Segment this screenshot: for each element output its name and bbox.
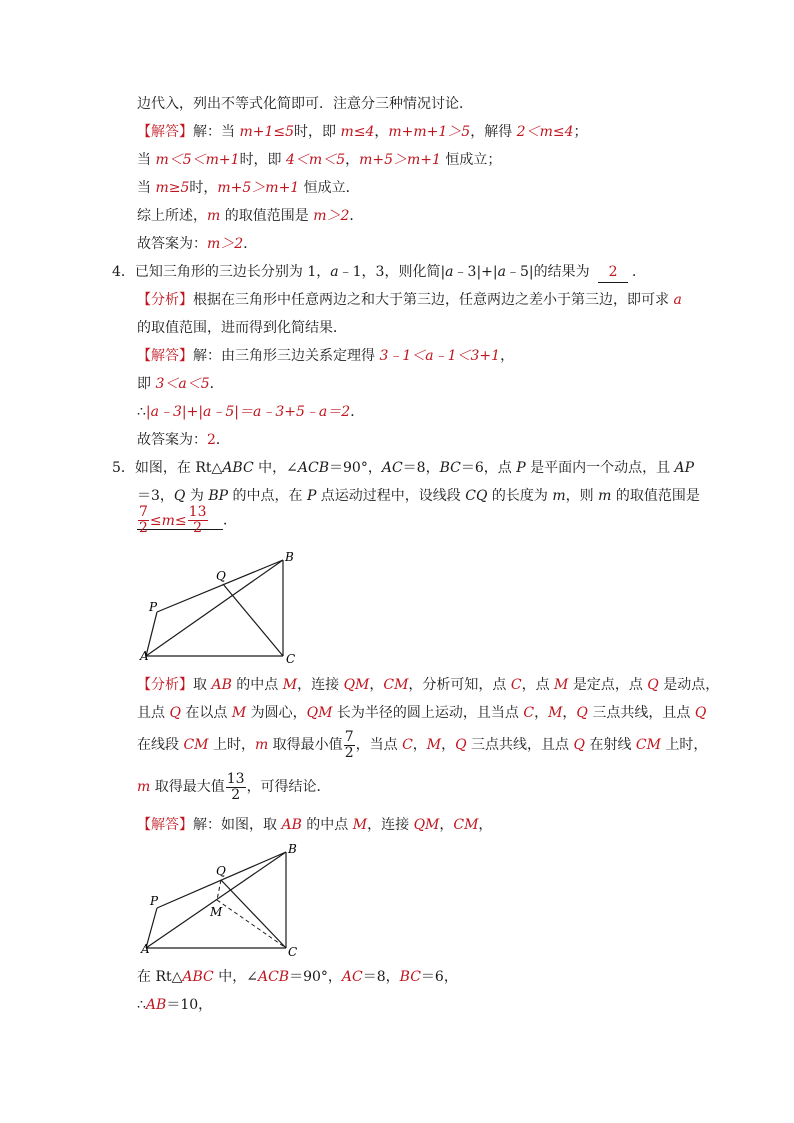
math: AB <box>211 677 232 693</box>
math: 4＜m＜5 <box>286 152 346 168</box>
math: m＞2 <box>207 236 244 252</box>
p3-line-4 <box>137 178 360 198</box>
math: m＞2 <box>313 208 350 224</box>
fraction-thirteen-halves: $\frac{13}{2}$ <box>188 504 207 536</box>
p4-solution-1 <box>137 346 514 366</box>
text: ，当点 <box>355 737 403 753</box>
question-number: 4． <box>112 264 135 280</box>
text: 故答案为： <box>137 236 207 252</box>
math: ABC <box>222 460 254 476</box>
label-a: A <box>140 649 149 663</box>
fraction-seven-halves: $\frac{7}{2}$ <box>344 728 354 761</box>
text: ＝3， <box>137 488 174 504</box>
p3-line-6 <box>137 234 257 254</box>
math: Q <box>169 705 181 721</box>
p4-solution-3 <box>137 402 364 422</box>
text: ． <box>209 376 224 392</box>
text: 的取值范围是 <box>220 208 314 224</box>
text: 取得最小值 <box>268 737 343 753</box>
text: 上时， <box>660 737 708 753</box>
math: C <box>402 737 413 753</box>
label-p: P <box>149 600 158 614</box>
text: ＝90°， <box>329 460 382 476</box>
math: 2＜m≤4 <box>516 124 574 140</box>
math: QM <box>413 817 440 833</box>
text: 的取值范围，进而得到化简结果． <box>137 320 347 336</box>
text: ， <box>439 817 454 833</box>
text: 是动点， <box>658 677 720 693</box>
p4-solution-4 <box>137 430 230 450</box>
text: ． <box>349 208 364 224</box>
math: P <box>306 488 317 504</box>
text: ＝8， <box>402 460 440 476</box>
text: ． <box>632 264 647 280</box>
text: ，连接 <box>297 677 344 693</box>
text: 取得最大值 <box>150 779 225 795</box>
text: 在 Rt△ <box>137 969 183 985</box>
math: ABC <box>182 969 214 985</box>
math: Q <box>573 737 585 753</box>
answer-blank <box>137 504 223 536</box>
text: 已知三角形的三边长分别为 1， <box>134 264 331 280</box>
text: 三点共线，且点 <box>466 737 574 753</box>
text: 中，∠ <box>253 460 298 476</box>
text: 恒成立． <box>299 180 360 196</box>
text: 的中点 <box>231 677 283 693</box>
p4-analysis-2 <box>137 318 347 338</box>
math: AB <box>281 817 302 833</box>
math: C <box>510 677 522 693</box>
text: 在线段 <box>137 737 184 753</box>
text: 在射线 <box>585 737 636 753</box>
text: 当 <box>137 152 156 168</box>
text: ， <box>562 705 577 721</box>
p4-question <box>112 262 646 283</box>
p5-analysis-4 <box>137 771 331 803</box>
text: 如图，在 Rt△ <box>134 460 223 476</box>
text: ， <box>345 152 360 168</box>
p5-solution-2 <box>137 967 458 987</box>
text: 中，∠ <box>213 969 258 985</box>
text: 解：由三角形三边关系定理得 <box>193 348 380 364</box>
math: Q <box>576 705 588 721</box>
text: ∴ <box>137 404 146 420</box>
text: 综上所述， <box>137 208 207 224</box>
text: 根据在三角形中任意两边之和大于第三边，任意两边之差小于第三边，即可求 <box>193 292 674 308</box>
text: 时，即 <box>239 152 287 168</box>
math: Q <box>455 737 467 753</box>
fraction-thirteen-halves: $\frac{13}{2}$ <box>226 770 245 803</box>
math: m+5＞m+1 <box>217 180 300 196</box>
text: 的取值范围是 <box>611 488 700 504</box>
math: ACB <box>297 460 329 476</box>
p5-analysis-1 <box>137 675 719 695</box>
math: QM <box>306 705 333 721</box>
math: ACB <box>257 969 290 985</box>
text: ＝8， <box>362 969 400 985</box>
p5-analysis-2 <box>137 703 706 723</box>
math: Q <box>647 677 659 693</box>
label-q: Q <box>216 864 226 878</box>
text: 为 <box>185 488 209 504</box>
text: ＝6， <box>420 969 458 985</box>
text: ． <box>222 512 237 529</box>
solution-tag: 【解答】 <box>137 817 193 833</box>
text: ∴ <box>137 997 146 1013</box>
text: ，解得 <box>470 124 517 140</box>
analysis-tag: 【分析】 <box>137 292 193 308</box>
math: M <box>352 817 368 833</box>
p5-solution-1 <box>137 815 492 835</box>
text: ； <box>573 124 588 140</box>
text: 是平面内一个动点，且 <box>525 460 675 476</box>
text: ， <box>412 737 427 753</box>
math: AC <box>341 969 363 985</box>
analysis-tag: 【分析】 <box>137 677 193 693</box>
math: M <box>554 677 569 693</box>
math: 3﹣1＜a﹣1＜3+1 <box>379 348 501 364</box>
math: m≥5 <box>155 180 190 196</box>
math: a <box>445 264 454 280</box>
p5-solution-3 <box>137 995 212 1015</box>
math: BC <box>439 460 461 476</box>
math: Q <box>694 705 707 721</box>
math: m <box>207 208 221 224</box>
text: ，则 <box>565 488 599 504</box>
label-p: P <box>150 894 159 908</box>
math: m <box>254 737 269 753</box>
label-a: A <box>141 942 150 956</box>
math: M <box>426 737 442 753</box>
math: m <box>552 488 566 504</box>
text: 点运动过程中，设线段 <box>316 488 466 504</box>
fraction-seven-halves: $\frac{7}{2}$ <box>139 504 148 536</box>
text: ，点 <box>521 677 555 693</box>
text: 的中点 <box>301 817 353 833</box>
text: 三点共线，且点 <box>587 705 695 721</box>
p5-question-1 <box>112 458 694 478</box>
text: ，连接 <box>367 817 414 833</box>
segment-mc-dashed <box>217 900 286 948</box>
text: ． <box>243 236 258 252</box>
segment-qc <box>221 880 286 948</box>
math: m+5＞m+1 <box>359 152 441 168</box>
p5-analysis-3 <box>137 729 707 761</box>
math: m+1≤5 <box>239 124 295 140</box>
math: Q <box>173 488 186 504</box>
figure-1 <box>137 548 307 670</box>
p5-question-2 <box>137 486 700 506</box>
text: 且点 <box>137 705 170 721</box>
math: a <box>673 292 682 308</box>
question-number: 5． <box>112 460 135 476</box>
answer-blank: 2 <box>598 262 628 283</box>
text: 时， <box>189 180 218 196</box>
p5-answer <box>137 505 237 536</box>
text: ＝10， <box>166 997 213 1013</box>
text: 是定点，点 <box>568 677 648 693</box>
text: 边代入，列出不等式化简即可．注意分三种情况讨论． <box>137 96 473 112</box>
text: ， <box>369 677 384 693</box>
text: ， <box>534 705 549 721</box>
text: 解：如图，取 <box>193 817 282 833</box>
math: ≤m≤ <box>149 512 187 529</box>
text: ． <box>215 432 230 448</box>
text: 的长度为 <box>487 488 553 504</box>
math: a <box>330 264 339 280</box>
math: m＜5＜m+1 <box>155 152 240 168</box>
segment-qc <box>223 584 283 656</box>
math: a <box>497 264 506 280</box>
math: 3＜a＜5 <box>155 376 210 392</box>
math: CQ <box>465 488 488 504</box>
text: ， <box>500 348 515 364</box>
math: CM <box>383 677 409 693</box>
text: ＝6，点 <box>460 460 517 476</box>
math: m≤4 <box>340 124 375 140</box>
p4-analysis-1 <box>137 290 682 310</box>
text: 为圆心， <box>246 705 307 721</box>
text: 取 <box>193 677 212 693</box>
text: 的中点，在 <box>228 488 307 504</box>
math: CM <box>183 737 209 753</box>
math: M <box>548 705 563 721</box>
p3-line-5 <box>137 206 363 226</box>
text: ＝90°， <box>289 969 342 985</box>
text: 时，即 <box>294 124 341 140</box>
solution-tag: 【解答】 <box>137 348 193 364</box>
math: M <box>231 705 247 721</box>
text: 长为半径的圆上运动，且当点 <box>332 705 524 721</box>
text: 当 <box>137 180 156 196</box>
text: ， <box>374 124 389 140</box>
text: ． <box>350 404 365 420</box>
text: 故答案为： <box>137 432 207 448</box>
math: M <box>282 677 298 693</box>
math: m+m+1＞5 <box>388 124 471 140</box>
math: |a﹣3|+|a﹣5|＝a﹣3+5﹣a＝2 <box>145 404 351 420</box>
text: 即 <box>137 376 156 392</box>
p3-line-2 <box>137 122 588 142</box>
math: AC <box>381 460 403 476</box>
text: 解：当 <box>193 124 240 140</box>
p3-line-1 <box>137 94 473 114</box>
math: CM <box>453 817 479 833</box>
text: ， <box>478 817 493 833</box>
label-b: B <box>285 550 294 564</box>
figure-2 <box>137 842 307 964</box>
text: ，可得结论． <box>246 779 331 795</box>
label-c: C <box>286 652 296 666</box>
label-b: B <box>288 842 297 856</box>
solution-tag: 【解答】 <box>137 124 193 140</box>
text: ，分析可知，点 <box>408 677 511 693</box>
text: ﹣1，3，则化简| <box>338 264 446 280</box>
math: BC <box>399 969 421 985</box>
math: m <box>598 488 612 504</box>
p4-solution-2 <box>137 374 224 394</box>
math: CM <box>635 737 661 753</box>
text: 在以点 <box>180 705 232 721</box>
text: 上时， <box>208 737 255 753</box>
math: QM <box>343 677 370 693</box>
p3-line-3 <box>137 150 501 170</box>
math: AP <box>674 460 695 476</box>
math: P <box>516 460 526 476</box>
math: 2 <box>207 432 216 448</box>
text: ， <box>441 737 456 753</box>
math: BP <box>208 488 229 504</box>
text: ﹣3|+| <box>453 264 498 280</box>
label-m: M <box>210 905 223 919</box>
label-q: Q <box>216 569 226 583</box>
math: C <box>523 705 535 721</box>
math: m <box>137 779 151 795</box>
math: AB <box>145 997 167 1013</box>
text: 恒成立； <box>440 152 502 168</box>
label-c: C <box>288 945 298 959</box>
text: ﹣5|的结果为 <box>505 264 595 280</box>
